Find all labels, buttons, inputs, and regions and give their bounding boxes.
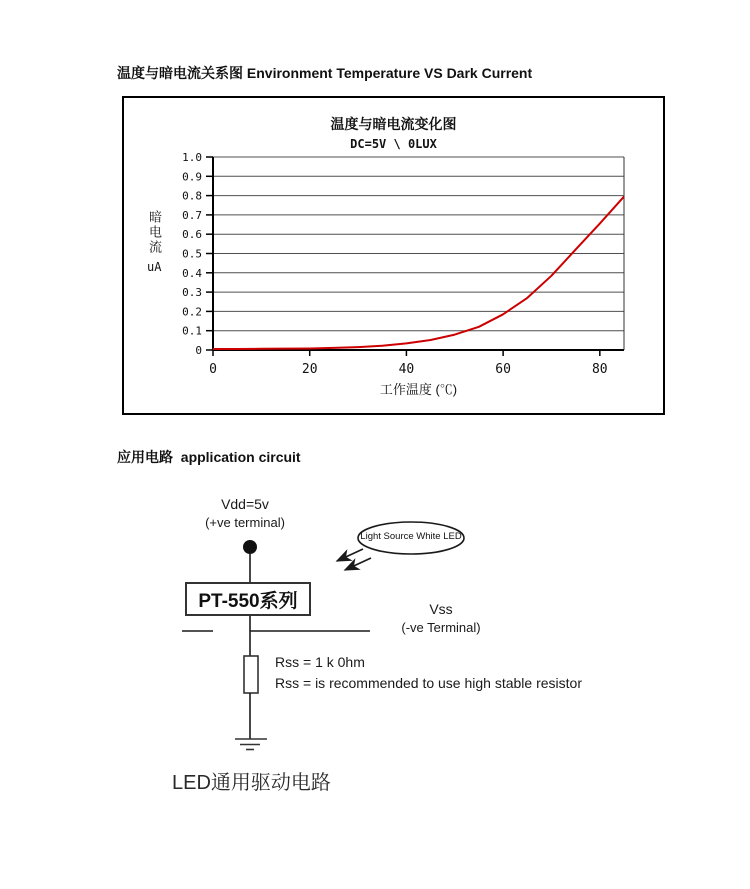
- resistor-symbol: [244, 656, 258, 693]
- svg-text:60: 60: [495, 362, 511, 377]
- x-axis-label: 工作温度 (℃): [379, 382, 458, 397]
- rss-value-label: Rss = 1 k 0hm: [275, 654, 365, 670]
- svg-text:0.6: 0.6: [182, 228, 202, 242]
- svg-text:0.9: 0.9: [182, 170, 202, 184]
- pt550-label: PT-550系列: [198, 590, 298, 612]
- chart-subtitle: DC=5V \ 0LUX: [350, 137, 437, 151]
- light-arrow-2: [345, 558, 371, 570]
- vss-sublabel: (-ve Terminal): [401, 620, 481, 635]
- vdd-terminal-dot: [243, 540, 257, 554]
- svg-text:0: 0: [209, 362, 217, 377]
- light-arrow-1: [337, 549, 363, 561]
- y-axis-label: 暗电流: [147, 210, 162, 255]
- pt550-component-box: [185, 582, 311, 616]
- svg-text:0.3: 0.3: [182, 286, 202, 300]
- svg-text:40: 40: [398, 362, 415, 377]
- svg-text:0.2: 0.2: [182, 305, 202, 319]
- svg-text:0.4: 0.4: [182, 266, 202, 280]
- ground-symbol: [235, 739, 267, 750]
- svg-text:1.0: 1.0: [182, 151, 202, 164]
- rss-note-label: Rss = is recommended to use high stable resistor: [275, 675, 582, 691]
- section-title-temperature-vs-dark-current: 温度与暗电流关系图 Environment Temperature VS Dark Current: [117, 65, 533, 81]
- circuit-caption: LED通用驱动电路: [172, 772, 331, 794]
- svg-text:0.7: 0.7: [182, 208, 202, 222]
- svg-text:80: 80: [591, 362, 608, 377]
- vdd-label: Vdd=5v: [221, 496, 269, 512]
- light-source-label: Light Source White LED: [360, 531, 462, 542]
- vss-label: Vss: [429, 601, 453, 617]
- vdd-sublabel: (+ve terminal): [205, 515, 285, 530]
- svg-text:0.8: 0.8: [182, 189, 202, 203]
- section-title-application-circuit: 应用电路 application circuit: [117, 449, 301, 465]
- svg-text:0: 0: [195, 344, 202, 357]
- y-axis-unit-label: uA: [147, 260, 162, 274]
- svg-text:0.5: 0.5: [182, 247, 202, 261]
- svg-text:20: 20: [301, 362, 318, 377]
- chart-title: 温度与暗电流变化图: [330, 116, 457, 132]
- svg-text:0.1: 0.1: [182, 324, 202, 338]
